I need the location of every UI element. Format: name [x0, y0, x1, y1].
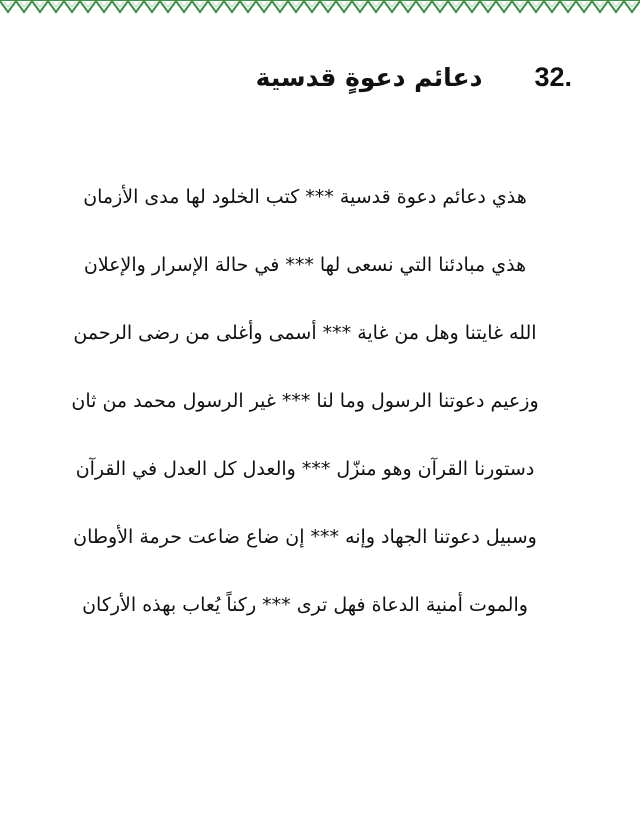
verse-line: هذي مبادئنا التي نسعى لها *** في حالة الإسرار والإعلان: [83, 254, 527, 276]
poem-title: دعائم دعوةٍ قدسية: [255, 63, 483, 92]
poem-heading: [256, 62, 572, 93]
poem-number: 32.: [534, 62, 572, 92]
verse-line: وزعيم دعوتنا الرسول وما لنا *** غير الرسول محمد من ثان: [71, 390, 539, 412]
poem-body: [0, 180, 610, 656]
verse-line: هذي دعائم دعوة قدسية *** كتب الخلود لها مدى الأزمان: [83, 186, 527, 208]
verse-line: دستورنا القرآن وهو منزّل *** والعدل كل العدل في القرآن: [75, 458, 535, 480]
verse-line: وسبيل دعوتنا الجهاد وإنه *** إن ضاع ضاعت حرمة الأوطان: [73, 526, 537, 548]
decorative-border: [0, 0, 640, 14]
verse-line: الله غايتنا وهل من غاية *** أسمى وأغلى من رضى الرحمن: [73, 322, 537, 344]
verse-line: والموت أمنية الدعاة فهل ترى *** ركناً يُعاب بهذه الأركان: [82, 594, 528, 616]
